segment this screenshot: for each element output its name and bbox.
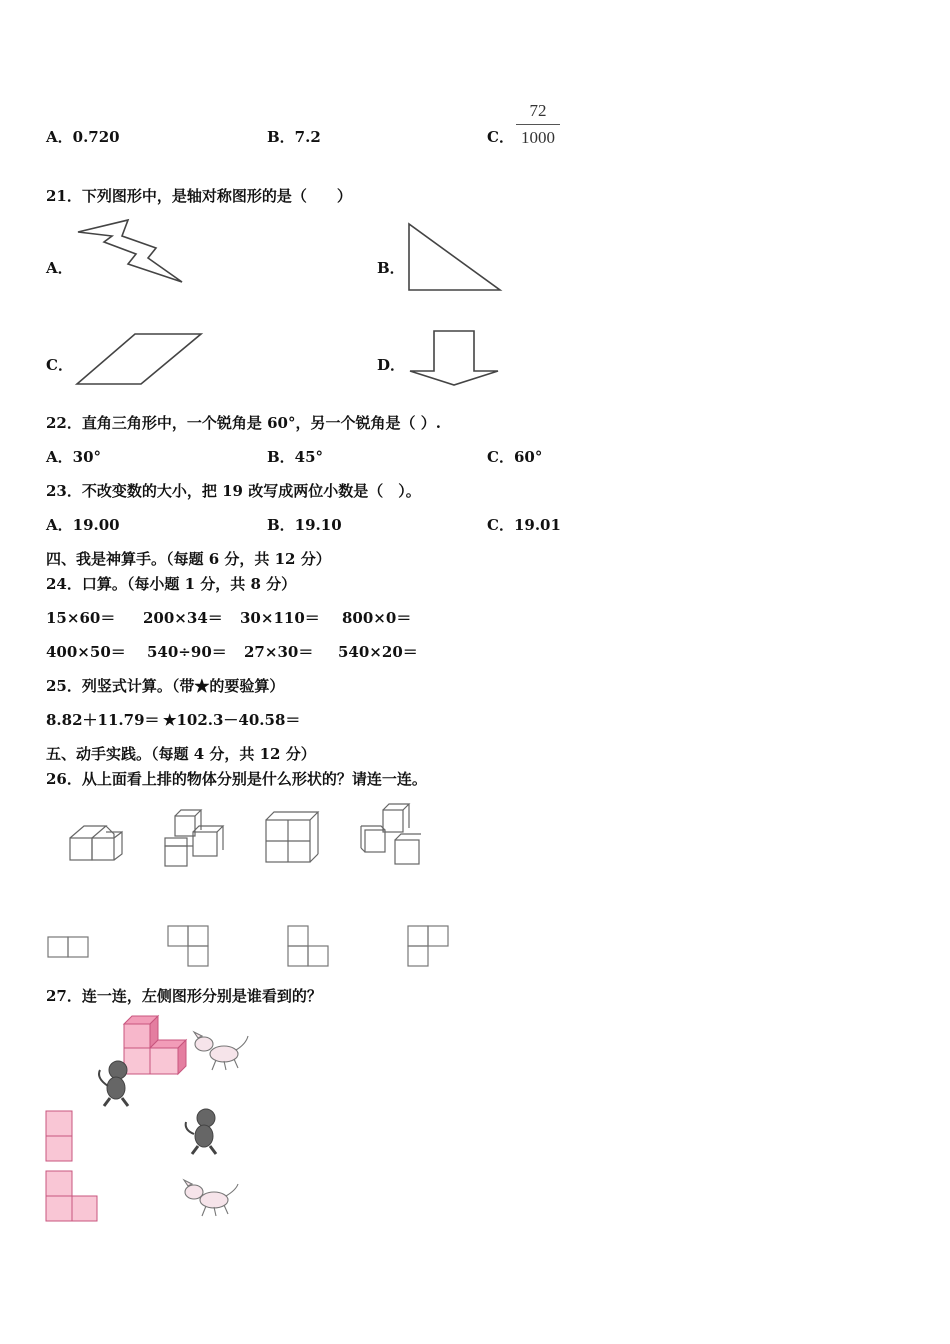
section-5-title: 五、动手实践。（每题 4 分，共 12 分） — [46, 745, 316, 763]
calc-item: 8.82＋11.79＝ — [46, 711, 160, 729]
monkey-icon — [92, 1058, 136, 1108]
lightning-shape — [76, 218, 186, 288]
calc-item: 800×0＝ — [342, 609, 412, 627]
calc-item: 540×20＝ — [338, 643, 418, 661]
option-c[interactable]: C．19.01 — [487, 516, 561, 534]
section-4-title: 四、我是神算手。（每题 6 分，共 12 分） — [46, 550, 331, 568]
question-21: 21．下列图形中，是轴对称图形的是（ ） — [46, 187, 352, 205]
question-22: 22．直角三角形中，一个锐角是 60°，另一个锐角是（ ）. — [46, 414, 441, 432]
option-c[interactable]: C． — [487, 128, 514, 146]
fraction-numerator: 72 — [529, 101, 547, 120]
cube-figure-4 — [357, 800, 425, 868]
calc-item: 30×110＝ — [240, 609, 320, 627]
option-c[interactable]: C． — [46, 356, 73, 374]
option-a[interactable]: A． — [46, 259, 73, 277]
option-a[interactable]: A．30° — [46, 448, 102, 466]
cube-figure-3 — [262, 810, 322, 866]
front-view-shape — [45, 1110, 75, 1164]
calc-item: 200×34＝ — [143, 609, 223, 627]
option-a[interactable]: A．0.720 — [46, 128, 120, 146]
question-26: 26．从上面看上排的物体分别是什么形状的？请连一连。 — [46, 770, 427, 788]
option-d[interactable]: D． — [377, 356, 406, 374]
top-view-3 — [287, 925, 331, 969]
dog-icon — [190, 1030, 250, 1074]
fraction — [516, 101, 560, 148]
top-view-4 — [407, 925, 451, 969]
calc-item: 27×30＝ — [244, 643, 314, 661]
question-23: 23．不改变数的大小，把 19 改写成两位小数是（ ）。 — [46, 482, 421, 500]
top-view-2 — [167, 925, 211, 969]
option-a[interactable]: A．19.00 — [46, 516, 120, 534]
calc-item: 540÷90＝ — [147, 643, 227, 661]
parallelogram-shape — [75, 332, 203, 386]
calc-item: 15×60＝ — [46, 609, 116, 627]
question-27: 27．连一连，左侧图形分别是谁看到的？ — [46, 987, 322, 1005]
cube-figure-1 — [66, 818, 126, 866]
side-view-shape — [45, 1170, 101, 1224]
fraction-denominator: 1000 — [521, 128, 555, 147]
option-b[interactable]: B．7.2 — [267, 128, 321, 146]
arrow-shape — [406, 329, 500, 387]
option-c[interactable]: C．60° — [487, 448, 543, 466]
option-b[interactable]: B． — [377, 259, 405, 277]
question-25: 25．列竖式计算。（带★的要验算） — [46, 677, 285, 695]
question-24: 24．口算。（每小题 1 分，共 8 分） — [46, 575, 297, 593]
monkey-icon — [182, 1106, 226, 1156]
option-b[interactable]: B．19.10 — [267, 516, 342, 534]
calc-item: ★102.3－40.58＝ — [163, 711, 301, 729]
top-view-1 — [47, 935, 91, 959]
right-triangle-shape — [407, 222, 503, 292]
option-b[interactable]: B．45° — [267, 448, 324, 466]
dog-icon — [182, 1178, 242, 1222]
calc-item: 400×50＝ — [46, 643, 126, 661]
fraction-bar — [516, 124, 560, 125]
cube-figure-2 — [161, 808, 229, 870]
